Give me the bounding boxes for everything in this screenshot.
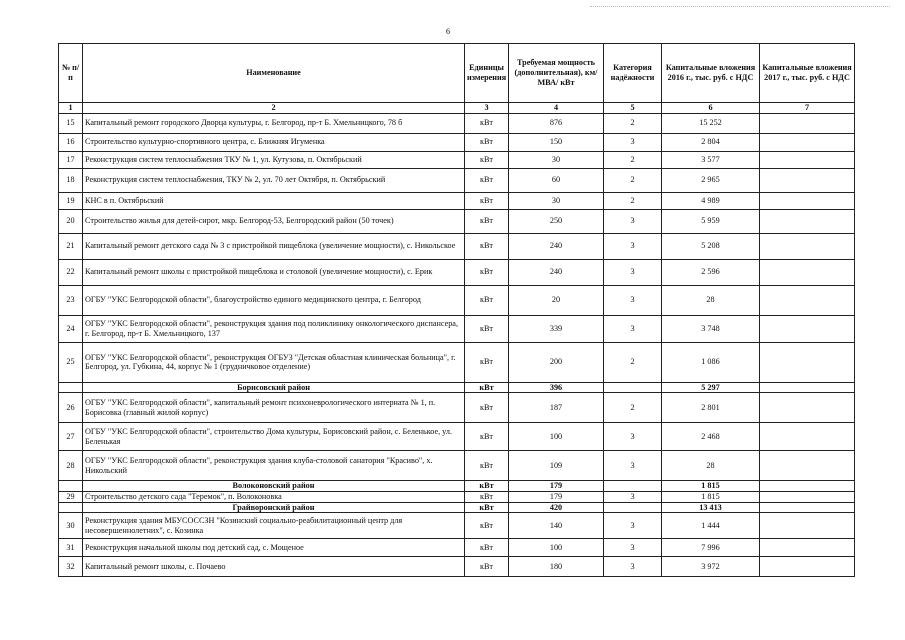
table-row <box>59 451 855 481</box>
row-number: 15 <box>59 113 83 133</box>
table-row <box>59 557 855 577</box>
row-category: 3 <box>604 451 662 481</box>
row-unit: кВт <box>465 233 509 259</box>
row-name: ОГБУ "УКС Белгородской области", капитальный ремонт психоневрологического интерната № 1, п. Борисовка (главный жилой корпус) <box>83 393 465 423</box>
row-unit: кВт <box>465 513 509 539</box>
row-unit: кВт <box>465 259 509 285</box>
district-subtotal-row <box>59 382 855 393</box>
row-category: 3 <box>604 423 662 451</box>
row-number: 21 <box>59 233 83 259</box>
district-subtotal-row <box>59 502 855 513</box>
row-unit: кВт <box>465 315 509 342</box>
row-unit: кВт <box>465 382 509 393</box>
column-number: 6 <box>662 103 760 114</box>
row-number: 27 <box>59 423 83 451</box>
row-category <box>604 481 662 492</box>
row-investment-2017 <box>760 233 855 259</box>
scan-top-edge <box>590 0 890 7</box>
row-power: 200 <box>509 342 604 382</box>
row-category <box>604 502 662 513</box>
row-category: 3 <box>604 233 662 259</box>
row-category: 3 <box>604 315 662 342</box>
header-num: № п/п <box>59 44 83 103</box>
row-power: 140 <box>509 513 604 539</box>
row-number: 22 <box>59 259 83 285</box>
row-category: 3 <box>604 259 662 285</box>
header-inv2016: Капитальные вложения 2016 г., тыс. руб. с НДС <box>662 44 760 103</box>
table-row <box>59 151 855 168</box>
row-investment-2017 <box>760 382 855 393</box>
row-unit: кВт <box>465 192 509 209</box>
row-unit: кВт <box>465 492 509 503</box>
row-category: 3 <box>604 539 662 557</box>
row-power: 100 <box>509 423 604 451</box>
row-investment-2017 <box>760 285 855 315</box>
row-investment-2017 <box>760 513 855 539</box>
table-row <box>59 342 855 382</box>
row-power: 240 <box>509 233 604 259</box>
row-number: 24 <box>59 315 83 342</box>
table-row <box>59 285 855 315</box>
row-number: 18 <box>59 168 83 192</box>
row-investment-2017 <box>760 423 855 451</box>
row-investment-2016: 5 297 <box>662 382 760 393</box>
table-row <box>59 209 855 233</box>
row-unit: кВт <box>465 113 509 133</box>
row-investment-2017 <box>760 151 855 168</box>
row-name: Капитальный ремонт детского сада № 3 с пристройкой пищеблока (увеличение мощности), с. Никольское <box>83 233 465 259</box>
row-power: 150 <box>509 133 604 151</box>
row-unit: кВт <box>465 285 509 315</box>
column-number: 3 <box>465 103 509 114</box>
row-category: 2 <box>604 168 662 192</box>
column-number: 5 <box>604 103 662 114</box>
row-investment-2016: 1 444 <box>662 513 760 539</box>
row-category: 3 <box>604 492 662 503</box>
row-unit: кВт <box>465 133 509 151</box>
row-investment-2016: 4 989 <box>662 192 760 209</box>
row-unit: кВт <box>465 209 509 233</box>
row-investment-2017 <box>760 133 855 151</box>
row-category: 2 <box>604 393 662 423</box>
row-power: 30 <box>509 192 604 209</box>
row-power: 20 <box>509 285 604 315</box>
row-number: 29 <box>59 492 83 503</box>
row-number: 20 <box>59 209 83 233</box>
table-row <box>59 315 855 342</box>
row-investment-2016: 2 596 <box>662 259 760 285</box>
district-subtotal-row <box>59 481 855 492</box>
row-category: 3 <box>604 557 662 577</box>
row-name: ОГБУ "УКС Белгородской области", реконструкция здания клуба-столовой санатория "Красиво", х. Никольский <box>83 451 465 481</box>
row-number: 30 <box>59 513 83 539</box>
row-power: 100 <box>509 539 604 557</box>
row-number: 17 <box>59 151 83 168</box>
row-unit: кВт <box>465 151 509 168</box>
row-power: 240 <box>509 259 604 285</box>
row-investment-2017 <box>760 315 855 342</box>
table-row <box>59 113 855 133</box>
table-body <box>59 113 855 577</box>
row-category <box>604 382 662 393</box>
row-power: 179 <box>509 492 604 503</box>
column-number-row <box>59 103 855 114</box>
row-unit: кВт <box>465 502 509 513</box>
row-investment-2017 <box>760 168 855 192</box>
row-investment-2016: 1 815 <box>662 481 760 492</box>
row-name: Реконструкция систем теплоснабжения, ТКУ № 2, ул. 70 лет Октября, п. Октябрьский <box>83 168 465 192</box>
row-investment-2016: 5 208 <box>662 233 760 259</box>
row-investment-2016: 1 086 <box>662 342 760 382</box>
row-name: Строительство культурно-спортивного центра, с. Ближняя Игуменка <box>83 133 465 151</box>
row-power: 109 <box>509 451 604 481</box>
row-investment-2016: 2 468 <box>662 423 760 451</box>
row-name: Капитальный ремонт городского Дворца культуры, г. Белгород, пр-т Б. Хмельницкого, 78 б <box>83 113 465 133</box>
row-category: 2 <box>604 151 662 168</box>
row-investment-2016: 28 <box>662 285 760 315</box>
row-name: ОГБУ "УКС Белгородской области", благоустройство единого медицинского центра, г. Белгород <box>83 285 465 315</box>
row-name: Грайворонский район <box>83 502 465 513</box>
row-name: Строительство жилья для детей-сирот, мкр. Белгород-53, Белгородский район (50 точек) <box>83 209 465 233</box>
row-category: 2 <box>604 192 662 209</box>
row-name: ОГБУ "УКС Белгородской области", реконструкция здания под поликлинику онкологического диспансера, г. Белгород, пр-т Б. Хмельницкого, 137 <box>83 315 465 342</box>
row-investment-2017 <box>760 259 855 285</box>
column-number: 4 <box>509 103 604 114</box>
row-investment-2017 <box>760 492 855 503</box>
header-unit: Единицы измерения <box>465 44 509 103</box>
row-investment-2017 <box>760 539 855 557</box>
row-unit: кВт <box>465 168 509 192</box>
row-number: 19 <box>59 192 83 209</box>
table-row <box>59 513 855 539</box>
row-unit: кВт <box>465 557 509 577</box>
row-power: 339 <box>509 315 604 342</box>
header-row <box>59 44 855 103</box>
row-name: КНС в п. Октябрьский <box>83 192 465 209</box>
row-name: ОГБУ "УКС Белгородской области", реконструкция ОГБУЗ "Детская областная клиническая больница", г. Белгород, ул. Губкина, 44, корпус № 1 (грудничковое отделение) <box>83 342 465 382</box>
row-investment-2017 <box>760 557 855 577</box>
row-power: 60 <box>509 168 604 192</box>
column-number: 2 <box>83 103 465 114</box>
row-number <box>59 502 83 513</box>
row-number <box>59 481 83 492</box>
row-investment-2016: 2 804 <box>662 133 760 151</box>
table-row <box>59 423 855 451</box>
row-investment-2016: 3 972 <box>662 557 760 577</box>
row-investment-2016: 13 413 <box>662 502 760 513</box>
row-unit: кВт <box>465 393 509 423</box>
row-category: 2 <box>604 113 662 133</box>
column-number: 1 <box>59 103 83 114</box>
row-investment-2016: 1 815 <box>662 492 760 503</box>
row-unit: кВт <box>465 342 509 382</box>
row-number: 31 <box>59 539 83 557</box>
row-unit: кВт <box>465 481 509 492</box>
row-power: 30 <box>509 151 604 168</box>
row-investment-2016: 28 <box>662 451 760 481</box>
row-investment-2017 <box>760 393 855 423</box>
row-unit: кВт <box>465 539 509 557</box>
row-investment-2017 <box>760 192 855 209</box>
row-number: 23 <box>59 285 83 315</box>
row-investment-2017 <box>760 209 855 233</box>
row-number: 26 <box>59 393 83 423</box>
row-power: 250 <box>509 209 604 233</box>
row-name: Борисовский район <box>83 382 465 393</box>
header-inv2017: Капитальные вложения 2017 г., тыс. руб. с НДС <box>760 44 855 103</box>
table-row <box>59 539 855 557</box>
table-row <box>59 233 855 259</box>
row-unit: кВт <box>465 423 509 451</box>
row-category: 2 <box>604 342 662 382</box>
row-number: 32 <box>59 557 83 577</box>
row-number <box>59 382 83 393</box>
row-investment-2016: 3 748 <box>662 315 760 342</box>
row-investment-2016: 2 965 <box>662 168 760 192</box>
table-row <box>59 168 855 192</box>
table-row <box>59 133 855 151</box>
row-unit: кВт <box>465 451 509 481</box>
row-investment-2016: 7 996 <box>662 539 760 557</box>
investment-table <box>58 43 855 577</box>
page-number: 6 <box>446 27 450 36</box>
row-name: Реконструкция начальной школы под детский сад, с. Мощеное <box>83 539 465 557</box>
row-investment-2016: 15 252 <box>662 113 760 133</box>
row-investment-2016: 5 959 <box>662 209 760 233</box>
row-power: 179 <box>509 481 604 492</box>
header-power: Требуемая мощность (дополнительная), км/ МВА/ кВт <box>509 44 604 103</box>
row-category: 3 <box>604 513 662 539</box>
row-power: 187 <box>509 393 604 423</box>
row-investment-2017 <box>760 342 855 382</box>
table-row <box>59 259 855 285</box>
row-number: 25 <box>59 342 83 382</box>
row-power: 180 <box>509 557 604 577</box>
row-name: Капитальный ремонт школы с пристройкой пищеблока и столовой (увеличение мощности), с. Ерик <box>83 259 465 285</box>
row-investment-2016: 2 801 <box>662 393 760 423</box>
row-power: 396 <box>509 382 604 393</box>
row-name: Реконструкция здания МБУСОССЗН "Козинский социально-реабилитационный центр для несовершеннолетних", с. Козинка <box>83 513 465 539</box>
row-category: 3 <box>604 209 662 233</box>
row-investment-2017 <box>760 481 855 492</box>
row-investment-2017 <box>760 451 855 481</box>
row-name: ОГБУ "УКС Белгородской области", строительство Дома культуры, Борисовский район, с. Беленькое, ул. Беленькая <box>83 423 465 451</box>
column-number: 7 <box>760 103 855 114</box>
row-name: Строительство детского сада "Теремок", п. Волоконовка <box>83 492 465 503</box>
table-row <box>59 393 855 423</box>
row-power: 420 <box>509 502 604 513</box>
row-number: 28 <box>59 451 83 481</box>
row-number: 16 <box>59 133 83 151</box>
row-category: 3 <box>604 133 662 151</box>
row-name: Реконструкция систем теплоснабжения ТКУ № 1, ул. Кутузова, п. Октябрьский <box>83 151 465 168</box>
row-category: 3 <box>604 285 662 315</box>
header-name: Наименование <box>83 44 465 103</box>
row-investment-2016: 3 577 <box>662 151 760 168</box>
row-name: Волоконовский район <box>83 481 465 492</box>
row-investment-2017 <box>760 113 855 133</box>
row-name: Капитальный ремонт школы, с. Почаево <box>83 557 465 577</box>
table-row <box>59 492 855 503</box>
row-investment-2017 <box>760 502 855 513</box>
table-row <box>59 192 855 209</box>
row-power: 876 <box>509 113 604 133</box>
header-category: Категория надёжности <box>604 44 662 103</box>
